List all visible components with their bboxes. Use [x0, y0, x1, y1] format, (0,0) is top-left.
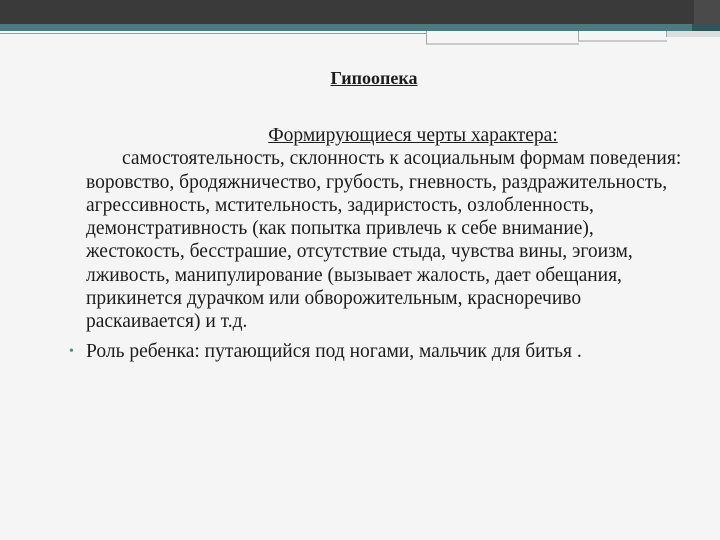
slide-content: [69, 124, 696, 366]
decor-tab-1: [426, 31, 579, 45]
bullet-item: [69, 337, 696, 366]
accent-line: [0, 24, 720, 31]
bullet-icon: •: [69, 343, 74, 359]
traits-paragraph: самостоятельность, склонность к асоциальным формам поведения: воровство, бродяжничество, грубость, гневность, раздражительность, агрессивность, мстительность, задиристость, озлобленность, демонстративность (как попытка привлечь к себе внимание), жестокость, бесстрашие, отсутствие стыда, чувства вины, эгоизм, лживость, манипулирование (вызывает жалость, дает обещания, прикинется дурачком или обворожительным, красноречиво раскаивается) и т.д.: [86, 148, 682, 333]
slide-title: Гипоопека: [330, 68, 418, 88]
decor-tab-3: [666, 31, 720, 37]
accent-line-end: [692, 24, 720, 31]
subheading: Формирующиеся черты характера:: [268, 125, 558, 146]
top-bar: [0, 0, 720, 24]
bullet-text: Роль ребенка: путающийся под ногами, мальчик для битья .: [86, 340, 582, 362]
decor-tab-2: [578, 31, 667, 42]
top-bar-accent: [694, 0, 720, 24]
